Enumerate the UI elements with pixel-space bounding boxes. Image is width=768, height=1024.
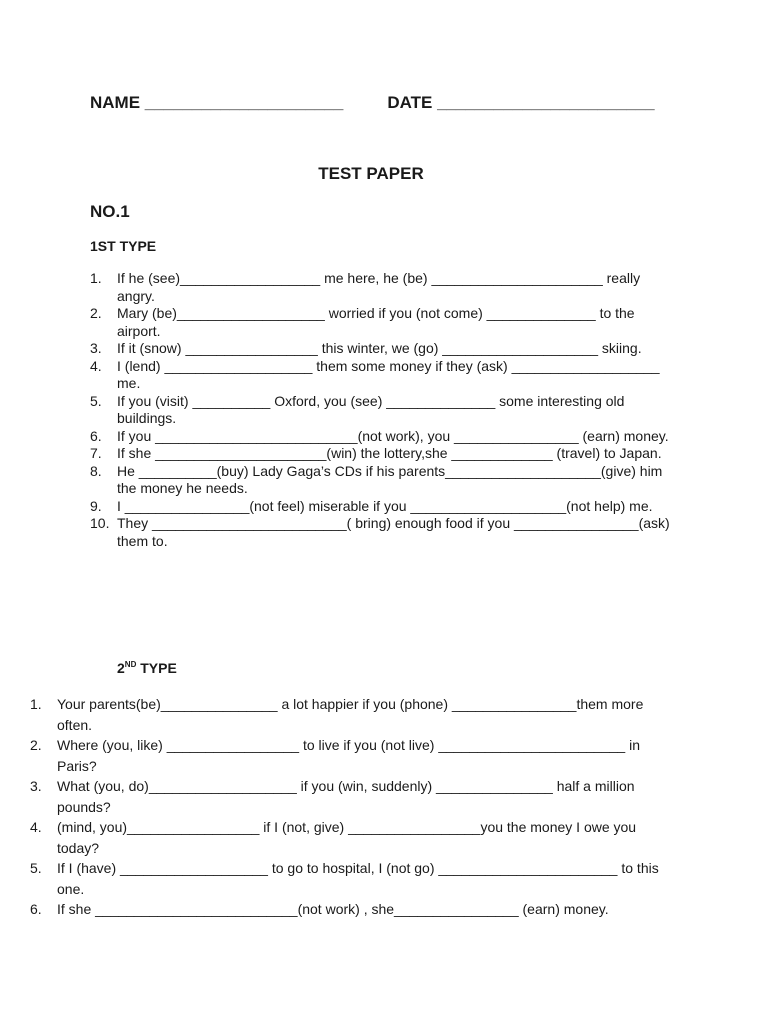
- exercise-item: [90, 393, 680, 428]
- exercise-sentence: I ________________(not feel) miserable if you ____________________(not help) me.: [117, 497, 653, 514]
- exercise-item: [90, 305, 680, 340]
- section-1-heading: 1ST TYPE: [90, 238, 157, 254]
- exercise-item: [90, 463, 680, 498]
- exercise-sentence: Mary (be)___________________ worried if you (not come) ______________ to the airport.: [117, 305, 635, 339]
- page-title: TEST PAPER: [318, 164, 424, 183]
- exercise-item: [90, 340, 680, 358]
- exercise-item: [30, 817, 680, 858]
- exercise-item: [30, 694, 680, 735]
- section-2-heading-rest: TYPE: [136, 660, 177, 676]
- exercise-number: 2.: [90, 305, 102, 321]
- exercise-sentence: If I (have) ___________________ to go to hospital, I (not go) _______________________ to this one.: [57, 860, 659, 897]
- exercise-number: 4.: [90, 357, 102, 374]
- exercise-number: 3.: [90, 340, 102, 356]
- section-2-heading: [117, 660, 177, 676]
- exercise-sentence: If he (see)__________________ me here, he (be) ______________________ really angry.: [117, 270, 641, 304]
- exercise-number: 7.: [90, 445, 102, 461]
- exercise-sentence: If it (snow) _________________ this winter, we (go) ____________________ skiing.: [117, 340, 642, 356]
- exercise-item: [90, 498, 680, 516]
- exercise-sentence: If you (visit) __________ Oxford, you (see) ______________ some interesting old buildings.: [117, 392, 625, 426]
- exercise-item: [30, 858, 680, 899]
- exercise-item: [30, 899, 680, 920]
- exercise-number: 6.: [30, 901, 42, 917]
- exercise-item: [90, 515, 680, 550]
- name-field-label: NAME _____________________: [90, 93, 344, 112]
- exercise-number: 2.: [30, 737, 42, 753]
- exercise-number: 9.: [90, 497, 102, 514]
- exercise-sentence: If you __________________________(not work), you ________________ (earn) money.: [117, 427, 669, 444]
- exercise-number: 1.: [90, 270, 102, 286]
- header-line: [90, 93, 655, 113]
- exercise-sentence: If she __________________________(not work) , she________________ (earn) money.: [57, 901, 609, 917]
- exercise-item: [90, 445, 680, 463]
- exercise-sentence: If she ______________________(win) the lottery,she _____________ (travel) to Japan.: [117, 445, 662, 461]
- exercise-sentence: He __________(buy) Lady Gaga’s CDs if his parents____________________(give) him the money he needs.: [117, 462, 663, 496]
- exercise-number: 1.: [30, 696, 42, 712]
- exercise-sentence: (mind, you)_________________ if I (not, give) _________________you the money I owe you today?: [57, 819, 637, 856]
- exercise-number: 5.: [90, 392, 102, 409]
- exercise-sentence: Your parents(be)_______________ a lot happier if you (phone) ________________them more often.: [57, 696, 644, 733]
- exercise-item: [30, 776, 680, 817]
- exercise-item: [90, 270, 680, 305]
- exercise-sentence: They _________________________( bring) enough food if you ________________(ask) them to.: [117, 515, 670, 549]
- section-2-heading-num: 2: [117, 660, 125, 676]
- exercise-sentence: Where (you, like) _________________ to live if you (not live) ________________________ in Paris?: [57, 737, 640, 774]
- exercise-sentence: I (lend) ___________________ them some money if they (ask) ___________________ me.: [117, 357, 660, 391]
- exercise-number: 4.: [30, 819, 42, 835]
- exercise-number: 10.: [90, 515, 110, 531]
- test-number: NO.1: [90, 202, 130, 221]
- date-field-label: DATE _______________________: [387, 93, 655, 112]
- exercise-sentence: What (you, do)___________________ if you (win, suddenly) _______________ half a million pounds?: [57, 778, 635, 815]
- exercise-item: [90, 428, 680, 446]
- section-2-heading-sup: ND: [124, 660, 137, 669]
- exercise-number: 3.: [30, 778, 42, 794]
- section-2-exercise-list: [30, 694, 680, 920]
- exercise-item: [30, 735, 680, 776]
- exercise-number: 6.: [90, 427, 102, 444]
- exercise-item: [90, 358, 680, 393]
- section-1-exercise-list: [90, 270, 680, 550]
- exercise-number: 8.: [90, 462, 102, 479]
- exercise-number: 5.: [30, 860, 42, 876]
